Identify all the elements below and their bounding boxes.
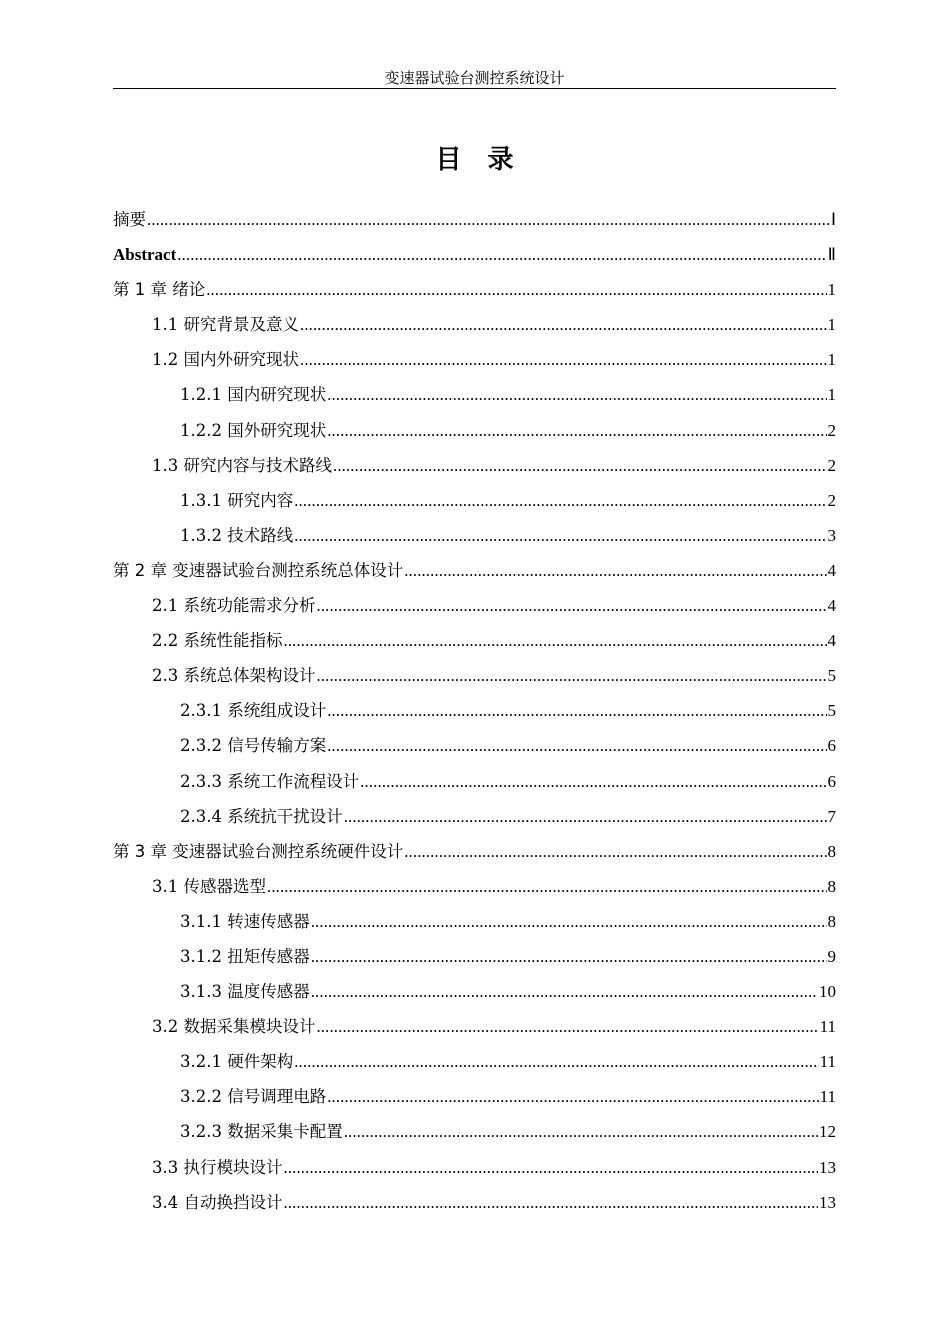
toc-entry[interactable] <box>113 202 836 237</box>
toc-entry[interactable] <box>113 834 836 869</box>
toc-entry-page-number: 11 <box>819 1087 836 1107</box>
toc-entry-label: 1.3.1 研究内容 <box>180 490 294 510</box>
toc-entry-page-number: 1 <box>827 315 836 335</box>
dot-leader <box>327 728 826 763</box>
dot-leader <box>404 553 826 588</box>
toc-entry-label: 2.3.2 信号传输方案 <box>180 736 327 756</box>
toc-entry[interactable] <box>113 869 836 904</box>
toc-entry-label: 2.2 系统性能指标 <box>152 631 283 651</box>
toc-entry[interactable] <box>113 1079 836 1114</box>
toc-entry[interactable] <box>113 623 836 658</box>
toc-entry-label: 摘要 <box>113 210 146 229</box>
dot-leader <box>311 974 818 1009</box>
toc-entry-page-number: 6 <box>827 771 836 791</box>
toc-entry-page-number: 6 <box>827 736 836 756</box>
toc-entry[interactable] <box>113 1150 836 1185</box>
dot-leader <box>294 518 826 553</box>
toc-list <box>113 202 836 1220</box>
toc-entry-label: 1.3 研究内容与技术路线 <box>152 455 332 475</box>
toc-entry-label: 3.4 自动换挡设计 <box>152 1192 283 1212</box>
toc-entry-page-number: 5 <box>827 666 836 686</box>
toc-entry[interactable] <box>113 1114 836 1149</box>
toc-entry-page-number: 3 <box>827 525 836 545</box>
toc-entry-page-number: 5 <box>827 701 836 721</box>
toc-entry-page-number: 1 <box>827 350 836 370</box>
toc-entry[interactable] <box>113 1185 836 1220</box>
toc-entry[interactable] <box>113 342 836 377</box>
dot-leader <box>311 904 827 939</box>
toc-entry-label: 2.3.3 系统工作流程设计 <box>180 771 360 791</box>
dot-leader <box>300 342 827 377</box>
toc-entry[interactable] <box>113 448 836 483</box>
dot-leader <box>147 202 830 237</box>
toc-entry-page-number: 8 <box>827 876 836 896</box>
toc-entry-page-number: Ⅱ <box>827 245 836 265</box>
dot-leader <box>344 1114 818 1149</box>
toc-entry-label: 3.2 数据采集模块设计 <box>152 1017 316 1037</box>
toc-entry[interactable] <box>113 588 836 623</box>
toc-entry-page-number: 2 <box>827 420 836 440</box>
toc-entry-page-number: 2 <box>827 455 836 475</box>
toc-entry-label: 3.3 执行模块设计 <box>152 1157 283 1177</box>
dot-leader <box>284 1185 819 1220</box>
toc-entry-label: 3.1.2 扭矩传感器 <box>180 946 310 966</box>
toc-entry-label: 3.1.3 温度传感器 <box>180 982 310 1002</box>
toc-entry[interactable] <box>113 1009 836 1044</box>
toc-entry-label: 1.2.1 国内研究现状 <box>180 385 327 405</box>
dot-leader <box>327 413 826 448</box>
dot-leader <box>294 1044 818 1079</box>
toc-entry[interactable] <box>113 413 836 448</box>
toc-entry-page-number: 7 <box>827 806 836 826</box>
toc-entry-label: 第 3 章 变速器试验台测控系统硬件设计 <box>113 841 404 861</box>
toc-entry[interactable] <box>113 728 836 763</box>
toc-entry[interactable] <box>113 483 836 518</box>
toc-entry-label: Abstract <box>113 245 177 265</box>
dot-leader <box>311 939 827 974</box>
toc-entry-label: 3.2.3 数据采集卡配置 <box>180 1122 343 1142</box>
toc-entry-page-number: 12 <box>819 1122 836 1142</box>
dot-leader <box>327 1079 818 1114</box>
toc-entry-label: 2.3 系统总体架构设计 <box>152 666 316 686</box>
toc-entry-label: 2.3.4 系统抗干扰设计 <box>180 806 343 826</box>
toc-entry-label: 3.1.1 转速传感器 <box>180 911 310 931</box>
toc-entry[interactable] <box>113 693 836 728</box>
toc-entry[interactable] <box>113 518 836 553</box>
dot-leader <box>267 869 827 904</box>
header-rule <box>113 88 836 89</box>
toc-entry-label: 3.1 传感器选型 <box>152 876 266 896</box>
toc-entry-label: 1.2.2 国外研究现状 <box>180 420 327 440</box>
toc-entry[interactable] <box>113 764 836 799</box>
toc-entry[interactable] <box>113 272 836 307</box>
toc-entry-label: 2.1 系统功能需求分析 <box>152 596 316 616</box>
running-header: 变速器试验台测控系统设计 <box>384 69 565 87</box>
toc-entry-page-number: 4 <box>827 596 836 616</box>
toc-entry-label: 3.2.1 硬件架构 <box>180 1052 294 1072</box>
toc-entry-page-number: 13 <box>819 1157 836 1177</box>
toc-entry[interactable] <box>113 658 836 693</box>
toc-entry-page-number: 4 <box>827 631 836 651</box>
dot-leader <box>284 623 827 658</box>
toc-entry[interactable] <box>113 377 836 412</box>
toc-entry-label: 2.3.1 系统组成设计 <box>180 701 327 721</box>
toc-entry-label: 1.2 国内外研究现状 <box>152 350 299 370</box>
dot-leader <box>284 1150 819 1185</box>
dot-leader <box>360 764 826 799</box>
toc-title: 目录 <box>435 145 540 175</box>
toc-entry-page-number: Ⅰ <box>830 210 836 229</box>
dot-leader <box>294 483 826 518</box>
toc-entry-label: 1.3.2 技术路线 <box>180 525 294 545</box>
toc-entry[interactable] <box>113 904 836 939</box>
toc-entry-page-number: 8 <box>827 841 836 861</box>
toc-entry[interactable] <box>113 1044 836 1079</box>
dot-leader <box>177 237 826 272</box>
dot-leader <box>404 834 826 869</box>
dot-leader <box>344 799 827 834</box>
dot-leader <box>300 307 827 342</box>
toc-entry-page-number: 1 <box>827 280 836 300</box>
toc-entry-label: 第 2 章 变速器试验台测控系统总体设计 <box>113 560 404 580</box>
dot-leader <box>317 588 827 623</box>
dot-leader <box>317 1009 819 1044</box>
toc-entry-label: 第 1 章 绪论 <box>113 280 206 300</box>
toc-entry-page-number: 13 <box>819 1192 836 1212</box>
toc-entry-page-number: 4 <box>827 560 836 580</box>
toc-entry-page-number: 1 <box>827 385 836 405</box>
toc-entry[interactable] <box>113 307 836 342</box>
toc-entry[interactable] <box>113 939 836 974</box>
toc-entry-page-number: 11 <box>819 1052 836 1072</box>
toc-entry-page-number: 8 <box>827 911 836 931</box>
toc-entry-label: 1.1 研究背景及意义 <box>152 315 299 335</box>
toc-entry-page-number: 9 <box>827 946 836 966</box>
dot-leader <box>327 693 826 728</box>
toc-entry[interactable] <box>113 799 836 834</box>
toc-entry-page-number: 2 <box>827 490 836 510</box>
toc-entry-label: 3.2.2 信号调理电路 <box>180 1087 327 1107</box>
dot-leader <box>333 448 827 483</box>
toc-entry[interactable] <box>113 237 836 272</box>
toc-entry-page-number: 11 <box>819 1017 836 1037</box>
dot-leader <box>206 272 826 307</box>
toc-entry[interactable] <box>113 974 836 1009</box>
dot-leader <box>327 377 826 412</box>
toc-entry-page-number: 10 <box>819 982 836 1002</box>
dot-leader <box>317 658 827 693</box>
toc-entry[interactable] <box>113 553 836 588</box>
